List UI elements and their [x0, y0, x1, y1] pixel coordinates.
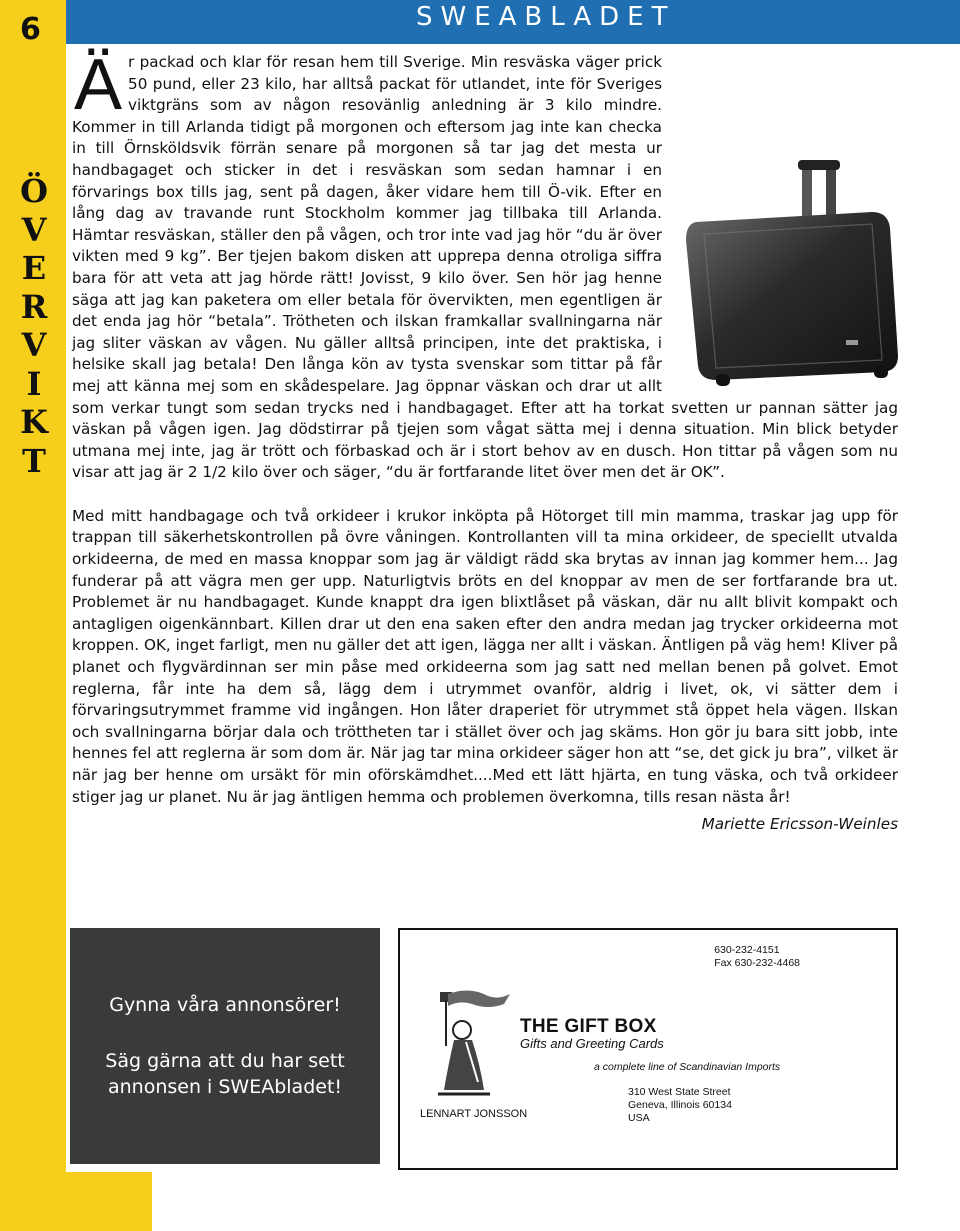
header-bar	[66, 0, 960, 44]
promo-message: Säg gärna att du har sett annonsen i SWEAbladet!	[105, 1050, 345, 1098]
gift-box-ad	[398, 928, 898, 1170]
ad-country: USA	[628, 1112, 650, 1124]
title-letter: V	[21, 210, 47, 249]
title-letter: E	[21, 249, 47, 287]
ad-subtitle: Gifts and Greeting Cards	[520, 1036, 664, 1051]
title-letter: T	[22, 441, 46, 480]
vertical-section-title	[14, 172, 54, 480]
yellow-footer-block	[0, 1172, 152, 1231]
title-letter: K	[20, 403, 48, 441]
dala-figure-logo	[418, 986, 514, 1106]
title-letter: I	[26, 364, 42, 403]
article-paragraph-2: Med mitt handbagage och två orkideer i krukor inköpta på Hötorget till min mamma, traskar jag upp för trappan till säkerhetskontrollen på övre våningen. Kontrollanten vill ta mina orkideer, de speciellt utvalda orkideerna, de med en massa knoppar som jag är väldigt rädd ska brytas av innan jag kommer hem... Jag funderar på att vägra men ger upp. Naturligtvis bröts en del knoppar av men de ser fortfarande bra ut. Problemet är nu handbagaget. Kunde knappt dra igen blixtlåset på väskan, där nu allt blivit kompakt och antagligen oigenkännbart. Killen drar ut den ena saken efter den andra medan jag trycker orkideerna mot kroppen. OK, inget farligt, men nu gäller det att igen, lägga ner allt i väskan. Äntligen på väg hem! Kliver på planet och flygvärdinnan ser min påse med orkideerna som jag satt ned mellan benen på golvet. Emot reglerna, får inte ha dem så, lägg dem i utrymmet ovanför, aldrig i livet, ok, vi sätter dem i förvaringsutrymmet framme vid ingången. Hon låter draperiet för utrymmet stå öppet hela vägen. Ilskan och svallningarna börjar dala och tröttheten tar i stället över och jag skäms. Hon gör ju bara sitt jobb, inte hennes fel att reglerna är som dom är. När jag tar mina orkideer säger hon att “se, det gick ju bra”, vilket är när jag ber henne om ursäkt för min oförskämdhet....Med ett lätt hjärta, en tung väska, och två orkideer stiger jag ur planet. Nu är jag äntligen hemma och problemen överkomna, tills resan nästa år!	[72, 506, 898, 806]
article-body	[72, 45, 898, 836]
article-paragraph-1: r packad och klar för resan hem till Sverige. Min resväska väger prick 50 pund, eller 23 kilo, har alltså packat för utlandet, inte för Sveriges viktgräns som av någon resovänlig anledning är 3 kilo mindre. Kommer in till Arlanda tidigt på morgonen och eftersom jag inte kan checka in till Örnsköldsvik förrän senare på morgonen så tar jag det mesta ur handbagaget och sticker in det i resväskan som sedan hamnar i en förvarings box tills jag, sent på dagen, åker vidare hem till Ö-vik. Efter en lång dag av travande runt Stockholm kommer jag tillbaka till Arlanda. Hämtar resväskan, ställer den på vågen, och tror inte vad jag hör “du är över vikten med 9 kg”. Ber tjejen bakom disken att upprepa denna otroliga siffra bara för att veta att jag hörde rätt! Jovisst, 9 kilo över. Sen hör jag henne säga att jag kan paketera om eller betala för övervikten, men egentligen är det enda jag hör “betala”. Trötheten och ilskan framkallar svallningarna när jag sliter väskan av vågen. Nu gäller alltså principen, inte det praktiska, i helsike skall jag betala! Den långa kön av tysta svenskar som tittar på får mej att känna mej som en skådespelare. Jag öppnar väskan och drar ut allt som verkar tungt som sedan trycks ned i handbagaget. Efter att ha torkat svetten ur pannan sätter jag väskan på vågen igen. Jag dödstirrar på tjejen som vågat sätta mej i denna situation. Min blick betyder utmana mej inte, jag är trött och förbaskad och är i stort behov av en dusch. Hon tittar på vågen som nu visar att jag är 2 1/2 kilo över och säger, “du är fortfarande litet över men det är OK”.	[72, 53, 898, 482]
title-letter: V	[21, 326, 47, 364]
ad-contact	[714, 944, 800, 970]
masthead-title: SWEABLADET	[416, 2, 676, 32]
ad-owner: LENNART JONSSON	[420, 1108, 528, 1120]
promo-headline: Gynna våra annonsörer!	[109, 994, 341, 1016]
ad-street: 310 West State Street	[628, 1086, 731, 1098]
ad-phone: 630-232-4151	[714, 944, 780, 956]
page-number: 6	[20, 12, 41, 47]
dropcap: Ä	[74, 45, 123, 125]
advertiser-promo-box	[70, 928, 380, 1164]
title-letter: Ö	[20, 172, 48, 210]
suitcase-image	[676, 160, 908, 388]
ad-title: THE GIFT BOX	[520, 1016, 657, 1037]
title-letter: R	[20, 287, 48, 326]
author-signature: Mariette Ericsson-Weinles	[701, 815, 898, 834]
ad-fax: Fax 630-232-4468	[714, 957, 800, 969]
ad-tagline: a complete line of Scandinavian Imports	[594, 1061, 781, 1073]
ad-address	[628, 1086, 732, 1125]
ad-city: Geneva, Illinois 60134	[628, 1099, 732, 1111]
